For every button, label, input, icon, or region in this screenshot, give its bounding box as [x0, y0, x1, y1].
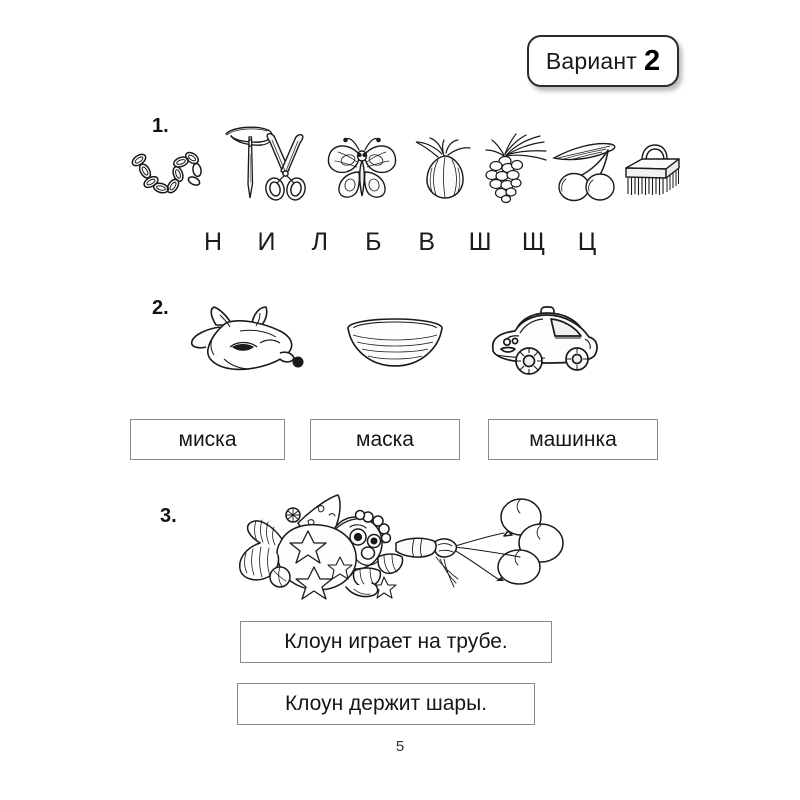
letter-5: В	[418, 228, 436, 256]
word-box-label: маска	[356, 427, 414, 451]
letter-6: Ш	[468, 228, 492, 256]
wolf-mask-drawing	[180, 303, 312, 375]
sentence-label: Клоун держит шары.	[284, 692, 488, 715]
sentence-box-1[interactable]	[240, 621, 552, 663]
word-box-mashinka[interactable]	[488, 419, 658, 460]
letter-1: Н	[203, 228, 223, 256]
onion-drawing	[412, 138, 476, 200]
variant-label: Вариант	[545, 47, 638, 74]
sentence-label: Клоун играет на трубе.	[284, 630, 508, 653]
bowl-drawing	[345, 318, 445, 374]
exercise-1-number: 1.	[152, 115, 169, 137]
scissors-drawing	[258, 132, 314, 204]
sentence-box-2[interactable]	[237, 683, 535, 725]
variant-badge	[527, 35, 679, 87]
toy-car-drawing	[485, 305, 603, 377]
page-number: 5	[395, 738, 405, 755]
clown-with-balloons-drawing	[236, 495, 566, 605]
letter-8: Ц	[577, 228, 597, 256]
word-box-maska[interactable]	[310, 419, 460, 460]
letter-7: Щ	[521, 228, 546, 256]
word-box-label: машинка	[529, 427, 617, 451]
exercise-3-number: 3.	[160, 505, 177, 527]
letter-3: Л	[311, 228, 329, 256]
exercise-2-number: 2.	[152, 297, 169, 319]
variant-number: 2	[644, 44, 661, 77]
chain-drawing	[130, 146, 206, 200]
word-box-label: миска	[178, 427, 237, 451]
cherries-drawing	[550, 140, 626, 202]
letters-row	[200, 228, 600, 257]
brush-drawing	[622, 142, 684, 200]
letter-2: И	[257, 228, 276, 256]
butterfly-drawing	[326, 134, 398, 204]
pinecone-drawing	[478, 134, 548, 204]
word-box-miska[interactable]	[130, 419, 285, 460]
letter-4: Б	[365, 228, 382, 256]
